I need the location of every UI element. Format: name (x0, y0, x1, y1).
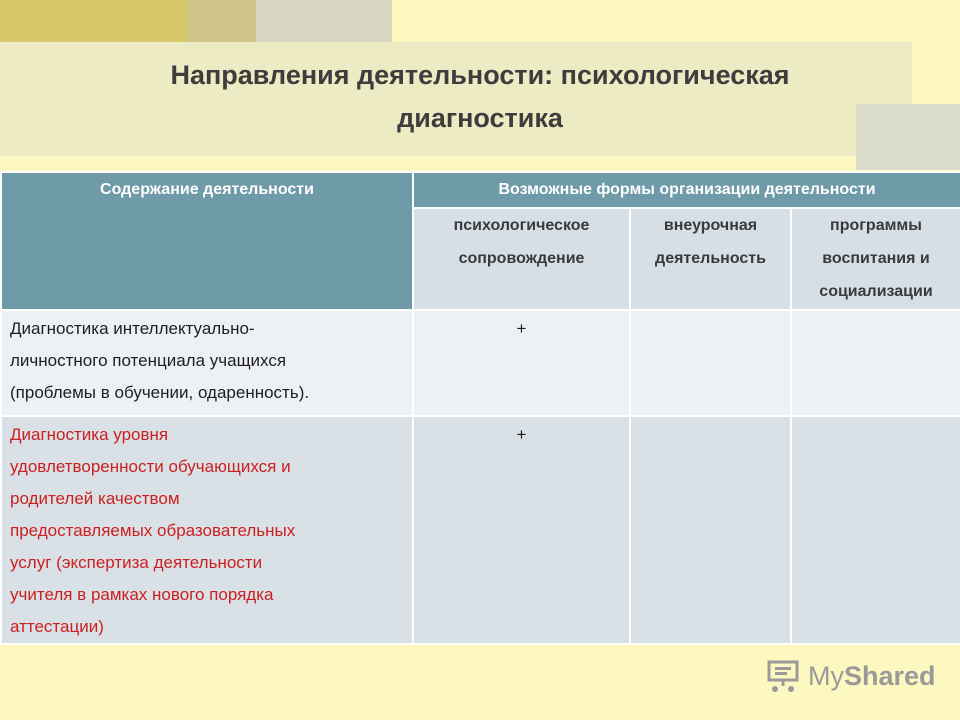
slide-title (0, 54, 960, 140)
row1-mark: + (516, 319, 527, 338)
watermark-text: MyShared (808, 660, 936, 691)
slide-title-line1: Направления деятельности: психологическая (170, 60, 790, 90)
subheader-extracurricular: внеурочная деятельность (630, 208, 791, 310)
myshared-watermark (766, 658, 936, 694)
row2-content (1, 416, 413, 644)
subheader-psych-support: психологическое сопровождение (413, 208, 630, 310)
row1-psych-support (413, 310, 630, 416)
header-forms: Возможные формы организации деятельности (413, 172, 960, 208)
row2-text: Диагностика уровня удовлетворенности обучающихся и родителей качеством предоставляемых образовательных услуг (экспертиза деятельности учителя в рамках нового порядка аттестации) (10, 425, 296, 636)
table-row (1, 416, 960, 644)
slide-title-line2: диагностика (397, 103, 563, 133)
row1-content (1, 310, 413, 416)
presentation-cart-icon (766, 659, 802, 693)
row2-psych-support (413, 416, 630, 644)
row1-upbringing (791, 310, 960, 416)
header-content: Содержание деятельности (1, 172, 413, 310)
table-header-row (1, 172, 960, 208)
row1-extracurricular (630, 310, 791, 416)
activity-table (0, 171, 960, 645)
row2-extracurricular (630, 416, 791, 644)
row2-upbringing (791, 416, 960, 644)
table-row (1, 310, 960, 416)
row2-mark: + (516, 425, 527, 444)
subheader-upbringing-programs: программы воспитания и социализации (791, 208, 960, 310)
row1-text: Диагностика интеллектуально- личностного потенциала учащихся (проблемы в обучении, одаренность). (10, 319, 310, 402)
